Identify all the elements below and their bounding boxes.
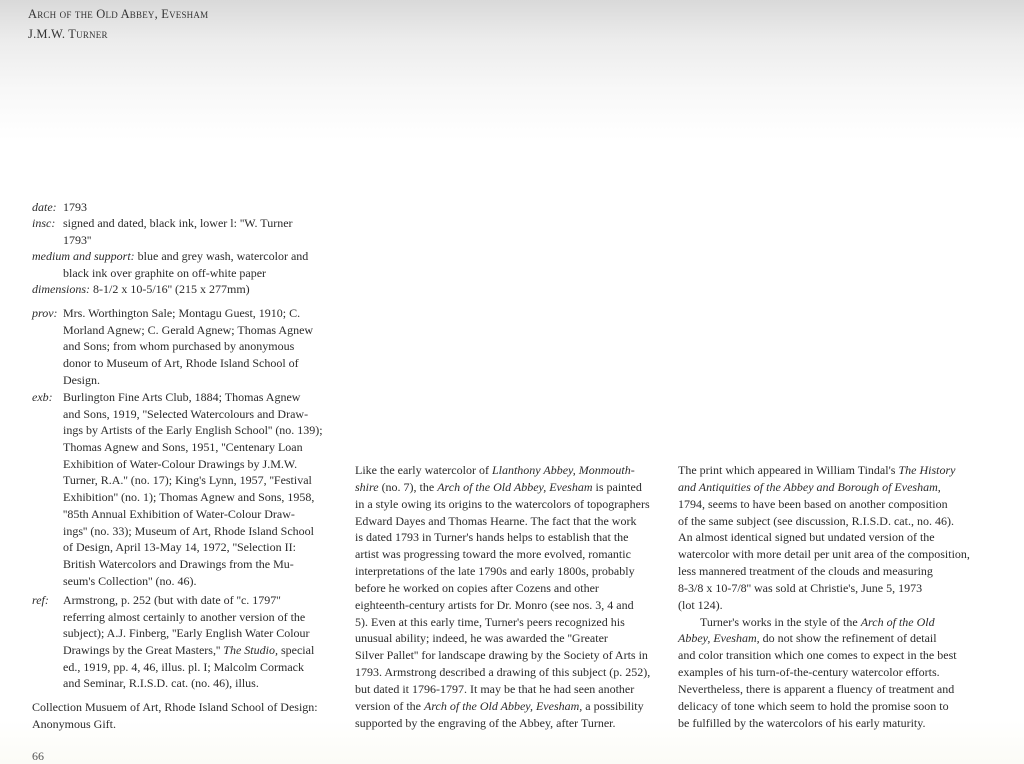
- text-line: [355, 580, 650, 597]
- text-segment: Anonymous Gift.: [32, 716, 116, 731]
- text-segment: Morland Agnew; C. Gerald Agnew; Thomas Agnew: [63, 322, 314, 337]
- text-line: [32, 322, 313, 339]
- text-line: [32, 716, 318, 733]
- text-segment: An almost identical signed but undated version of the: [678, 530, 935, 545]
- text-segment: ings by Artists of the Early English School'' (no. 139);: [63, 423, 323, 438]
- text-line: [32, 699, 318, 716]
- text-line: [32, 675, 314, 692]
- text-segment: Edward Dayes and Thomas Hearne. The fact that the work: [355, 513, 637, 528]
- text-segment: Collection Musuem of Art, Rhode Island School of Design:: [32, 700, 318, 714]
- text-line: [32, 556, 323, 573]
- text-segment: seum's Collection'' (no. 46).: [63, 573, 197, 588]
- text-segment: and Sons, 1919, ''Selected Watercolours and Draw-: [63, 406, 309, 421]
- text-segment: British Watercolors and Drawings from the Mu-: [63, 556, 294, 571]
- text-segment: a possibility: [582, 698, 644, 713]
- text-segment: 1794, seems to have been based on another composition: [678, 496, 948, 511]
- text-line: [678, 513, 970, 530]
- text-segment: Silver Pallet'' for landscape drawing by the Society of Arts in: [355, 648, 648, 663]
- artwork-title: Arch of the Old Abbey, Evesham: [28, 7, 209, 21]
- text-line: [32, 592, 314, 609]
- text-segment: Turner, R.A.'' (no. 17); King's Lynn, 1957, ''Festival: [63, 473, 312, 488]
- text-segment: 1793'': [63, 232, 92, 247]
- catalog-medium: [32, 248, 308, 281]
- text-line: [32, 281, 250, 298]
- text-segment: is dated 1793 in Turner's hands helps to establish that the: [355, 530, 629, 545]
- text-segment: ed., 1919, pp. 4, 46, illus. pl. I; Malcolm Cormack: [63, 659, 304, 674]
- text-line: [355, 614, 650, 631]
- text-line: [678, 681, 970, 698]
- artist-name: J.M.W. Turner: [28, 27, 108, 41]
- text-segment: Nevertheless, there is apparent a fluency of treatment and: [678, 681, 955, 696]
- text-line: [32, 265, 308, 282]
- field-label: insc:: [32, 216, 56, 230]
- text-segment: signed and dated, black ink, lower l: ''W. Turner: [63, 216, 293, 230]
- text-line: [678, 580, 970, 597]
- field-label: ref:: [32, 593, 49, 607]
- text-segment: (lot 124).: [678, 597, 723, 612]
- text-line: [678, 462, 970, 479]
- italic-title: The History: [898, 463, 956, 477]
- italic-title: Llanthony Abbey, Monmouth-: [491, 463, 635, 477]
- text-line: [678, 529, 970, 546]
- essay-column-middle: [355, 462, 650, 732]
- italic-title: Arch of the Old Abbey, Evesham: [437, 479, 593, 494]
- text-line: [678, 664, 970, 681]
- text-segment: less mannered treatment of the clouds and measuring: [678, 564, 933, 579]
- text-segment: artist was progressing toward the more evolved, romantic: [355, 547, 631, 562]
- text-line: [32, 338, 313, 355]
- text-line: [355, 698, 650, 715]
- italic-title: Arch of the Old Abbey, Evesham,: [423, 698, 583, 713]
- field-label: exb:: [32, 390, 53, 404]
- text-segment: special: [277, 643, 315, 658]
- text-line: [678, 479, 970, 496]
- text-line: [32, 472, 323, 489]
- text-segment: 8-1/2 x 10-5/16'' (215 x 277mm): [90, 282, 250, 296]
- text-line: [678, 715, 970, 732]
- text-segment: blue and grey wash, watercolor and: [134, 249, 309, 263]
- text-segment: of the same subject (see discussion, R.I.S.D. cat., no. 46).: [678, 513, 954, 528]
- text-segment: black ink over graphite on off-white paper: [63, 265, 267, 280]
- text-line: [32, 523, 323, 540]
- text-segment: Burlington Fine Arts Club, 1884; Thomas Agnew: [63, 390, 301, 404]
- catalog-inscription: [32, 215, 293, 248]
- text-line: [32, 372, 313, 389]
- text-segment: Like the early watercolor of: [355, 463, 492, 477]
- text-segment: ings'' (no. 33); Museum of Art, Rhode Island School: [63, 523, 314, 538]
- text-line: [32, 489, 323, 506]
- text-segment: 1793. Armstrong described a drawing of this subject (p. 252),: [355, 665, 651, 680]
- text-segment: ''85th Annual Exhibition of Water-Colour Draw-: [63, 506, 295, 521]
- text-segment: The print which appeared in William Tindal's: [678, 463, 899, 477]
- text-line: [678, 698, 970, 715]
- text-segment: 5). Even at this early time, Turner's peers recognized his: [355, 614, 625, 629]
- text-line: [678, 614, 970, 631]
- field-label: medium and support:: [32, 249, 135, 263]
- text-line: [678, 630, 970, 647]
- text-line: [32, 456, 323, 473]
- text-line: [32, 609, 314, 626]
- text-line: [355, 630, 650, 647]
- text-segment: of Design, April 13-May 14, 1972, ''Selection II:: [63, 540, 296, 555]
- text-segment: watercolor with more detail per unit area of the composition,: [678, 547, 970, 562]
- text-segment: referring almost certainly to another version of the: [63, 609, 306, 624]
- text-segment: Armstrong, p. 252 (but with date of ''c. 1797'': [63, 593, 281, 607]
- text-line: [32, 659, 314, 676]
- italic-title: shire: [355, 479, 379, 494]
- catalog-provenance: [32, 305, 313, 388]
- text-line: [32, 539, 323, 556]
- text-line: [355, 647, 650, 664]
- text-segment: and color transition which one comes to expect in the best: [678, 648, 957, 663]
- text-segment: donor to Museum of Art, Rhode Island School of: [63, 356, 299, 371]
- catalog-date: [32, 199, 87, 216]
- text-line: [355, 664, 650, 681]
- text-line: [32, 642, 314, 659]
- text-segment: version of the: [355, 698, 424, 713]
- text-line: [32, 389, 323, 406]
- text-segment: eighteenth-century artists for Dr. Monro (see nos. 3, 4 and: [355, 597, 634, 612]
- text-segment: delicacy of tone which seem to hold the promise soon to: [678, 698, 949, 713]
- text-segment: Exhibition'' (no. 1); Thomas Agnew and Sons, 1958,: [63, 490, 315, 505]
- text-segment: supported by the engraving of the Abbey, after Turner.: [355, 715, 616, 730]
- text-line: [678, 647, 970, 664]
- text-segment: in a style owing its origins to the watercolors of topographers: [355, 496, 650, 511]
- text-line: [32, 406, 323, 423]
- text-line: [355, 462, 650, 479]
- text-line: [678, 563, 970, 580]
- text-segment: and Seminar, R.I.S.D. cat. (no. 46), illus.: [63, 676, 259, 691]
- text-line: [355, 563, 650, 580]
- text-line: [355, 496, 650, 513]
- text-segment: interpretations of the late 1790s and early 1800s, probably: [355, 564, 635, 579]
- italic-title: Arch of the Old: [860, 614, 935, 629]
- italic-title: and Antiquities of the Abbey and Borough of Evesham,: [678, 479, 941, 494]
- text-line: [32, 305, 313, 322]
- text-line: [678, 496, 970, 513]
- page-number: 66: [32, 749, 44, 763]
- field-label: prov:: [32, 306, 58, 320]
- text-segment: subject); A.J. Finberg, ''Early English Water Colour: [63, 626, 310, 641]
- field-label: dimensions:: [32, 282, 90, 296]
- field-label: date:: [32, 200, 57, 214]
- catalog-exhibitions: [32, 389, 323, 589]
- text-segment: 1793: [63, 200, 87, 214]
- text-line: [355, 546, 650, 563]
- text-segment: (no. 7), the: [378, 479, 438, 494]
- text-line: [32, 232, 293, 249]
- catalog-dimensions: [32, 281, 250, 298]
- text-line: [678, 546, 970, 563]
- text-line: [32, 215, 293, 232]
- text-line: [355, 529, 650, 546]
- italic-title: The Studio,: [223, 643, 278, 658]
- text-line: [355, 597, 650, 614]
- text-segment: but dated it 1796-1797. It may be that he had seen another: [355, 681, 635, 696]
- text-segment: is painted: [592, 479, 642, 494]
- text-segment: unusual ability; indeed, he was awarded the ''Greater: [355, 631, 608, 646]
- text-segment: do not show the refinement of detail: [759, 631, 937, 646]
- text-segment: Mrs. Worthington Sale; Montagu Guest, 1910; C.: [63, 306, 301, 320]
- text-segment: Exhibition of Water-Colour Drawings by J.M.W.: [63, 456, 298, 471]
- text-segment: Design.: [63, 372, 100, 387]
- text-line: [355, 513, 650, 530]
- italic-title: Abbey, Evesham,: [678, 631, 760, 646]
- text-line: [32, 355, 313, 372]
- text-line: [355, 715, 650, 732]
- text-segment: Drawings by the Great Masters,'': [63, 643, 224, 658]
- text-line: [32, 625, 314, 642]
- text-line: [355, 479, 650, 496]
- text-segment: before he worked on copies after Cozens and other: [355, 580, 599, 595]
- text-line: [32, 573, 323, 590]
- text-segment: 8-3/8 x 10-7/8'' was sold at Christie's, June 5, 1973: [678, 580, 923, 595]
- text-line: [32, 199, 87, 216]
- essay-column-right: [678, 462, 970, 732]
- text-line: [32, 506, 323, 523]
- text-segment: be fulfilled by the watercolors of his early maturity.: [678, 715, 926, 730]
- collection-credit: [32, 699, 318, 732]
- text-line: [32, 422, 323, 439]
- text-line: [678, 597, 970, 614]
- text-segment: examples of his turn-of-the-century watercolor efforts.: [678, 665, 940, 680]
- text-segment: Turner's works in the style of the: [700, 614, 861, 629]
- text-line: [32, 439, 323, 456]
- text-segment: Thomas Agnew and Sons, 1951, ''Centenary Loan: [63, 440, 303, 455]
- text-line: [355, 681, 650, 698]
- text-segment: and Sons; from whom purchased by anonymous: [63, 339, 295, 354]
- catalog-references: [32, 592, 314, 692]
- text-line: [32, 248, 308, 265]
